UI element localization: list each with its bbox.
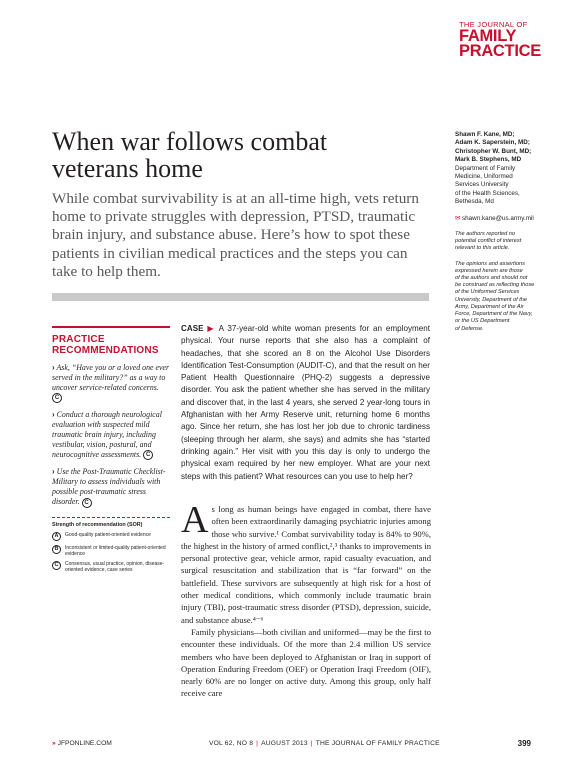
recs-header-line: PRACTICE	[52, 334, 105, 345]
affiliation-line: Services University	[455, 181, 509, 189]
footer-journal: THE JOURNAL OF FAMILY PRACTICE	[315, 740, 440, 747]
footer-volume: VOL 62, NO 8	[209, 740, 254, 747]
author-name: Adam K. Saperstein, MD;	[455, 139, 530, 147]
grade-badge: B	[52, 545, 61, 554]
author-name: Christopher W. Bunt, MD;	[455, 147, 532, 155]
disclaimer-note	[455, 261, 553, 333]
case-label: CASE	[181, 324, 204, 333]
disclaimer-line: University, Department of the	[455, 296, 528, 303]
chevron-right-icon: ›	[52, 363, 55, 372]
body-paragraph: s long as human beings have engaged in combat, there have often been extraordinarily damaging psychiatric injuries among those who survive.¹ Combat survivability today is 84% to 90%, the highest in the history of armed conflict,²,³ thanks to improvements in personal protective gear, vehicle armor, rapid casualty evacuation, and surgical resuscitation and stabilization that is “far forward” on the battlefield. These survivors are subsequently at high risk for a host of other medical conditions, which commonly include traumatic brain injury (TBI), post-traumatic stress disorder (PTSD), depression, suicide, and substance abuse.⁴⁻⁶	[181, 504, 431, 625]
affiliation-line: Department of Family	[455, 164, 516, 172]
recommendation-item	[52, 410, 170, 460]
disclaimer-line: be construed as reflecting those	[455, 282, 535, 289]
recs-header	[52, 334, 170, 356]
chevron-right-icon: ›	[52, 467, 55, 477]
footer-issue: VOL 62, NO 8 | AUGUST 2013 | THE JOURNAL OF FAMILY PRACTICE	[209, 740, 440, 747]
affiliation-line: of the Health Sciences,	[455, 189, 520, 197]
grade-badge: C	[52, 561, 61, 570]
recommendation-text: Conduct a thorough neurological evaluation with suspected mild traumatic brain injury, including vestibular, vision, postural, and neurocognitive assessments.	[52, 410, 162, 460]
envelope-icon: ✉	[455, 214, 461, 222]
masthead-line2: FAMILY	[459, 27, 517, 45]
journal-masthead	[459, 20, 545, 59]
sor-text: Inconsistent or limited-quality patient-oriented evidence	[65, 544, 166, 557]
recs-header-line: RECOMMENDATIONS	[52, 345, 159, 356]
case-text: A 37-year-old white woman presents for an employment physical. Your nurse reports that she also has a complaint of headaches, that she scored an 8 on the Alcohol Use Disorders Identification Test-Consumption (AUDIT-C), and that the result on her Patient Health Questionnaire (PHQ-2) suggests a depressive disorder. You ask the patient whether she has served in the military and discover that, in the last 4 years, she served 2 year-long tours in Afghanistan with her Army Reserve unit, returning home 6 months ago. Since her return, she has lost her job due to chronic tardiness (sleeping through her alarm, she says) and admits she has “started drinking again.” Her visit with you this day is only to undergo the physical exam required by her new employer. What are your next steps with this patient? What resources can you use to help her?	[181, 324, 430, 481]
disclaimer-line: or the US Department	[455, 318, 510, 325]
author-name: Mark B. Stephens, MD	[455, 156, 522, 164]
author-names	[455, 131, 553, 165]
grade-badge: C	[52, 393, 62, 403]
title-rule	[52, 293, 429, 301]
case-box	[181, 323, 430, 483]
masthead-line3: PRACTICE	[459, 42, 541, 60]
author-email[interactable]	[455, 215, 553, 223]
practice-recommendations-box	[52, 326, 170, 574]
disclaimer-line: of Defense.	[455, 325, 484, 332]
grade-badge: C	[143, 450, 153, 460]
recommendation-text: Ask, “Have you or a loved one ever served in the military?” as a way to uncover service-related concerns.	[52, 363, 170, 392]
sor-item	[52, 561, 170, 574]
sor-header: Strength of recommendation (SOR)	[52, 521, 143, 528]
footer-site-text[interactable]: JFPONLINE.COM	[57, 740, 112, 747]
disclosure-note	[455, 231, 553, 253]
drop-cap: A	[181, 499, 209, 541]
author-column	[455, 131, 553, 333]
disclaimer-line: Force, Department of the Navy,	[455, 311, 533, 318]
disclosure-line: The authors reported no	[455, 231, 516, 238]
disclaimer-line: Army, Department of the Air	[455, 303, 524, 310]
article-title: When war follows combat veterans home	[52, 127, 328, 183]
sor-item	[52, 545, 170, 558]
affiliation-line: Medicine, Uniformed	[455, 173, 513, 181]
grade-badge: A	[52, 532, 61, 541]
recommendation-item	[52, 363, 170, 403]
double-chevron-icon: »	[52, 740, 56, 747]
footer-date: AUGUST 2013	[261, 740, 308, 747]
disclosure-line: relevant to this article.	[455, 245, 510, 252]
author-name: Shawn F. Kane, MD;	[455, 131, 515, 138]
sor-text: Good-quality patient-oriented evidence	[65, 531, 151, 538]
recommendation-text: Use the Post-Traumatic Checklist-Military to assess individuals with possible post-traumatic stress disorder.	[52, 467, 166, 507]
disclaimer-line: expressed herein are those	[455, 267, 523, 274]
chevron-right-icon: ›	[52, 410, 55, 420]
article-deck: While combat survivability is at an all-time high, vets return home to private struggles with depression, PTSD, traumatic brain injury, and substance abuse. Here’s how to spot these patients in civilian medical practices and the steps you can take to help them.	[52, 190, 419, 280]
affiliation-line: Bethesda, Md	[455, 198, 494, 206]
sor-item	[52, 532, 170, 541]
body-paragraph: Family physicians—both civilian and uniformed—may be the first to encounter these individuals. Of the more than 2.4 million US service members who have been deployed to Afghanistan or Iraq in support of Operation Enduring Freedom (OEF) or Operation Iraqi Freedom (OIF), nearly 60% are no longer on active duty. Among this group, only half receive care	[181, 626, 431, 699]
recommendation-item	[52, 467, 170, 507]
disclaimer-line: of the authors and should not	[455, 275, 528, 282]
sor-text: Consensus, usual practice, opinion, disease-oriented evidence, case series	[65, 561, 165, 574]
masthead-line1: THE JOURNAL OF	[459, 20, 528, 29]
page-number: 399	[517, 739, 531, 748]
triangle-right-icon: ▶	[207, 324, 216, 333]
email-address[interactable]: shawn.kane@us.army.mil	[462, 214, 534, 222]
disclaimer-line: The opinions and assertions	[455, 260, 525, 267]
disclosure-line: potential conflict of interest	[455, 238, 522, 245]
article-body	[181, 499, 431, 700]
recs-divider	[52, 517, 170, 518]
page-footer	[52, 740, 531, 752]
author-affiliation	[455, 165, 553, 207]
disclaimer-line: of the Uniformed Services	[455, 289, 520, 296]
grade-badge: C	[82, 498, 92, 508]
footer-site[interactable]	[52, 740, 112, 747]
